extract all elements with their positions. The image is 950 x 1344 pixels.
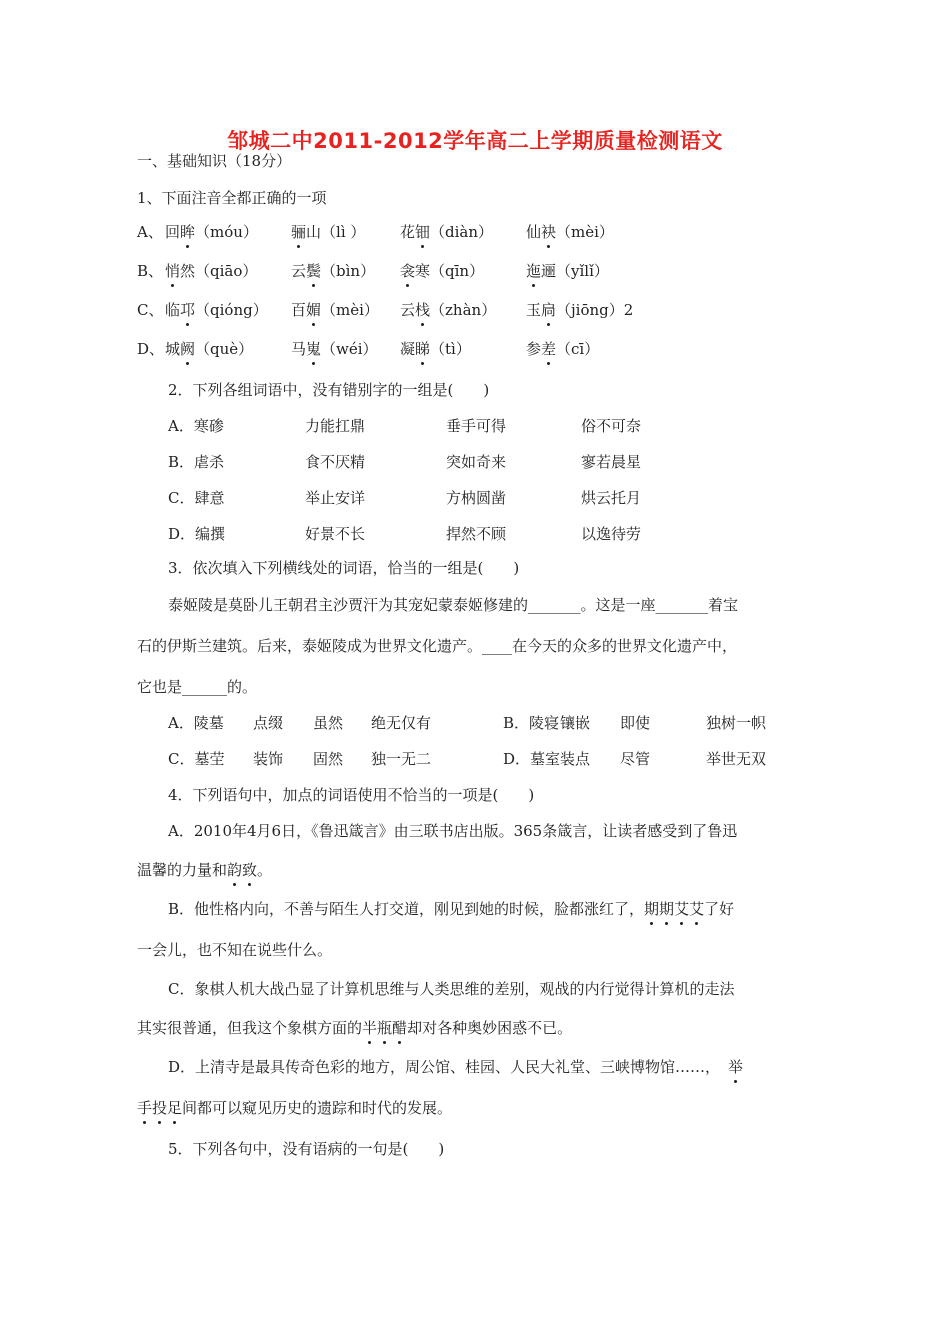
q3-option-cell: 虽然 — [313, 714, 344, 732]
dotted-character: 邛 — [180, 301, 196, 319]
q3-option-cell: 装饰 — [253, 750, 284, 768]
dotted-character: 衾 — [400, 262, 416, 280]
q4-option-a-line-2: 温馨的力量和韵致。 — [137, 861, 273, 879]
q1-option-item: 参差（cī） — [526, 340, 600, 358]
dotted-character: 钿 — [415, 223, 431, 241]
q3-stem: 3．依次填入下列横线处的词语，恰当的一组是( ) — [168, 559, 520, 577]
q2-option-cell: B．虐杀 — [168, 453, 225, 471]
q4-option-c-line-1: C．象棋人机大战凸显了计算机思维与人类思维的差别，观战的内行觉得计算机的走法 — [168, 980, 735, 998]
q1-option-item: 骊山（lì ） — [291, 223, 366, 241]
q3-option-cell: 点缀 — [253, 714, 284, 732]
q1-option-item: 迤逦（yǐlǐ） — [526, 262, 609, 280]
q1-option-c-label: C、 — [137, 301, 164, 319]
q3-option-cell: 镶嵌 — [560, 714, 591, 732]
q1-option-item: 临邛（qióng） — [165, 301, 268, 319]
q1-option-item: 云鬓（bìn） — [291, 262, 376, 280]
dotted-phrase: 举 — [728, 1058, 744, 1076]
q2-option-cell: 捍然不顾 — [446, 525, 507, 543]
q3-para-line-2: 石的伊斯兰建筑。后来，泰姬陵成为世界文化遗产。____在今天的众多的世界文化遗产中， — [137, 637, 738, 655]
dotted-character: 阙 — [180, 340, 196, 358]
q3-option-cell: A．陵墓 — [168, 714, 224, 732]
dotted-character: 迤 — [526, 262, 542, 280]
q1-option-item: 云栈（zhàn） — [400, 301, 497, 319]
q1-option-item: 花钿（diàn） — [400, 223, 494, 241]
q3-option-cell: 绝无仅有 — [371, 714, 432, 732]
dotted-character: 差 — [541, 340, 557, 358]
dotted-phrase: 手投足 — [137, 1099, 183, 1117]
dotted-character: 扃 — [541, 301, 557, 319]
q3-para-line-3: 它也是______的。 — [137, 678, 258, 696]
dotted-character: 悄 — [165, 262, 181, 280]
q5-stem: 5．下列各句中，没有语病的一句是( ) — [168, 1140, 445, 1158]
q1-option-item: 凝睇（tì） — [400, 340, 471, 358]
dotted-character: 嵬 — [306, 340, 322, 358]
q1-option-item: 衾寒（qīn） — [400, 262, 485, 280]
q2-option-cell: 举止安详 — [305, 489, 366, 507]
q2-option-cell: 垂手可得 — [446, 417, 507, 435]
q1-option-d-label: D、 — [137, 340, 165, 358]
dotted-phrase: 半瓶醋 — [362, 1019, 408, 1037]
q1-option-item: 玉扃（jiōng）2 — [526, 301, 634, 319]
q3-option-cell: 尽管 — [620, 750, 651, 768]
dotted-character: 栈 — [415, 301, 431, 319]
q2-option-cell: 俗不可奈 — [581, 417, 642, 435]
q2-option-cell: A．寒碜 — [168, 417, 224, 435]
q4-option-b-line-1: B．他性格内向，不善与陌生人打交道，刚见到她的时候，脸都涨红了，期期艾艾了好 — [168, 900, 735, 918]
q2-option-cell: 寥若晨星 — [581, 453, 642, 471]
q2-option-cell: D．编撰 — [168, 525, 226, 543]
q3-option-cell: C．墓茔 — [168, 750, 225, 768]
q1-stem: 1、下面注音全都正确的一项 — [137, 189, 327, 207]
page-title: 邹城二中2011-2012学年高二上学期质量检测语文 — [227, 129, 723, 153]
dotted-character: 睇 — [415, 340, 431, 358]
q4-option-b-line-2: 一会儿，也不知在说些什么。 — [137, 941, 333, 959]
dotted-character: 鬓 — [306, 262, 322, 280]
q4-option-d-line-2: 手投足间都可以窥见历史的遗踪和时代的发展。 — [137, 1099, 453, 1117]
dotted-phrase: 韵致 — [227, 861, 258, 879]
q2-option-cell: 突如奇来 — [446, 453, 507, 471]
q2-option-cell: 食不厌精 — [305, 453, 366, 471]
q1-option-item: 城阙（què） — [165, 340, 254, 358]
q4-option-c-line-2: 其实很普通，但我这个象棋方面的半瓶醋却对各种奥妙困惑不已。 — [137, 1019, 573, 1037]
dotted-phrase: 期期艾艾 — [644, 900, 705, 918]
q3-option-cell: B．陵寝 — [503, 714, 560, 732]
dotted-character: 骊 — [291, 223, 307, 241]
section-heading: 一、基础知识（18分） — [137, 152, 292, 170]
q3-option-cell: 举世无双 — [706, 750, 767, 768]
q4-stem: 4．下列语句中，加点的词语使用不恰当的一项是( ) — [168, 786, 535, 804]
q4-option-d-line-1: D．上清寺是最具传奇色彩的地方，周公馆、桂园、人民大礼堂、三峡博物馆……， 举 — [168, 1058, 744, 1076]
q1-option-item: 马嵬（wéi） — [291, 340, 378, 358]
q3-option-cell: D．墓室 — [503, 750, 561, 768]
q1-option-item: 回眸（móu） — [165, 223, 258, 241]
q1-option-a-label: A、 — [137, 223, 163, 241]
q2-option-cell: 以逸待劳 — [581, 525, 642, 543]
dotted-character: 眸 — [180, 223, 196, 241]
q2-option-cell: 烘云托月 — [581, 489, 642, 507]
q1-option-item: 悄然（qiāo） — [165, 262, 258, 280]
q2-option-cell: 力能扛鼎 — [305, 417, 366, 435]
dotted-character: 袂 — [541, 223, 557, 241]
q2-stem: 2．下列各组词语中，没有错别字的一组是( ) — [168, 381, 490, 399]
dotted-character: 媚 — [306, 301, 322, 319]
q2-option-cell: 好景不长 — [305, 525, 366, 543]
q2-option-cell: 方枘圆凿 — [446, 489, 507, 507]
q3-option-cell: 即使 — [620, 714, 651, 732]
q3-para-line-1: 泰姬陵是莫卧儿王朝君主沙贾汗为其宠妃蒙泰姬修建的_______。这是一座_______着宝 — [168, 596, 739, 614]
q3-option-cell: 固然 — [313, 750, 344, 768]
q1-option-item: 仙袂（mèi） — [526, 223, 614, 241]
q3-option-cell: 独一无二 — [371, 750, 432, 768]
q2-option-cell: C．肆意 — [168, 489, 225, 507]
q3-option-cell: 装点 — [560, 750, 591, 768]
q4-option-a-line-1: A．2010年4月6日，《鲁迅箴言》由三联书店出版。365条箴言，让读者感受到了鲁迅 — [168, 822, 738, 840]
q1-option-b-label: B、 — [137, 262, 164, 280]
q1-option-item: 百媚（mèi） — [291, 301, 379, 319]
q3-option-cell: 独树一帜 — [706, 714, 767, 732]
